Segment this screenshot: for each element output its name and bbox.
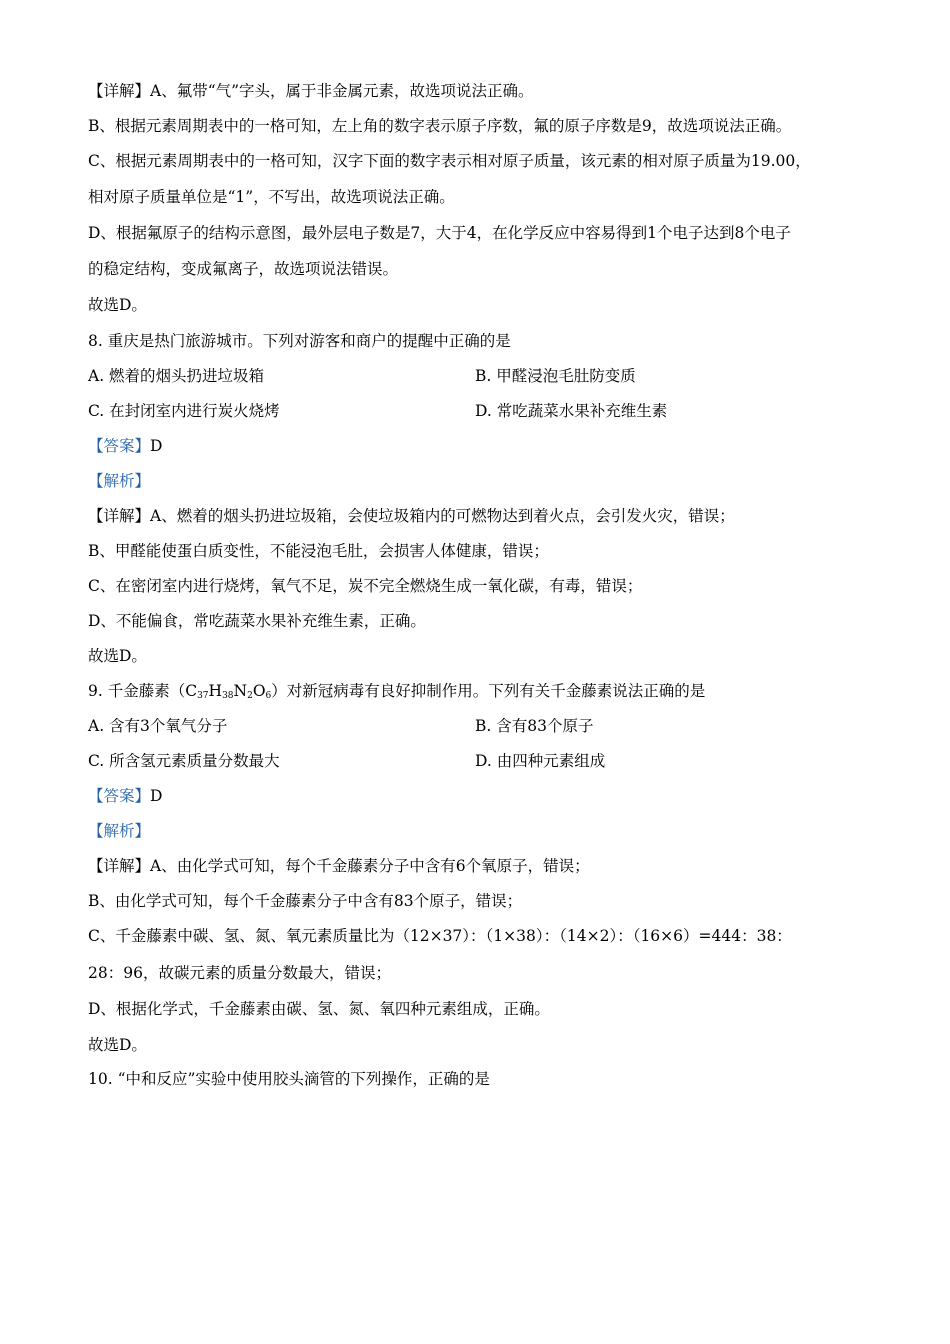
detail-line-d-cont: 的稳定结构，变成氟离子，故选项说法错误。: [88, 260, 399, 278]
detail-text: A、由化学式可知，每个千金藤素分子中含有6个氧原子，错误；: [150, 857, 590, 875]
question-8-answer: [88, 435, 890, 457]
stem-suffix: ）对新冠病毒有良好抑制作用。下列有关千金藤素说法正确的是: [271, 682, 706, 700]
question-9-option-a: A. 含有3个氧气分子: [88, 717, 228, 735]
symbol-o: O: [252, 682, 266, 700]
question-8-option-d: D. 常吃蔬菜水果补充维生素: [475, 402, 668, 420]
conclusion-line: 故选D。: [88, 296, 147, 314]
answer-tag: 【答案】: [88, 787, 151, 805]
symbol-n: N: [233, 682, 248, 700]
question-8-analysis: [88, 470, 890, 492]
question-8-option-c: C. 在封闭室内进行炭火烧烤: [88, 402, 280, 420]
question-9-detail-c-cont: 28：96，故碳元素的质量分数最大，错误；: [88, 964, 391, 982]
answer-tag: 【答案】: [88, 437, 151, 455]
question-8-detail-d: D、不能偏食，常吃蔬菜水果补充维生素，正确。: [88, 612, 426, 630]
detail-line-b: B、根据元素周期表中的一格可知，左上角的数字表示原子序数，氟的原子序数是9，故选项说法正确。: [88, 117, 792, 135]
question-8-detail-b: B、甲醛能使蛋白质变性，不能浸泡毛肚，会损害人体健康，错误；: [88, 542, 549, 560]
symbol-h: H: [208, 682, 223, 700]
detail-text: A、氟带“气”字头，属于非金属元素，故选项说法正确。: [150, 82, 534, 100]
detail-line-a: [88, 80, 890, 102]
detail-line-d: D、根据氟原子的结构示意图，最外层电子数是7，大于4，在化学反应中容易得到1个电子达到8个电子: [88, 224, 791, 242]
question-8-option-b: B. 甲醛浸泡毛肚防变质: [475, 367, 636, 385]
question-9-stem: [88, 680, 890, 702]
detail-text: A、燃着的烟头扔进垃圾箱，会使垃圾箱内的可燃物达到着火点，会引发火灾，错误；: [150, 507, 735, 525]
question-9-answer: [88, 785, 890, 807]
question-9-analysis: [88, 820, 890, 842]
detail-line-c-cont: 相对原子质量单位是“1”，不写出，故选项说法正确。: [88, 188, 455, 206]
question-8-stem: 8. 重庆是热门旅游城市。下列对游客和商户的提醒中正确的是: [88, 332, 511, 350]
detail-tag: 【详解】: [88, 82, 151, 100]
question-9-detail-a: [88, 855, 890, 877]
subscript-o: 6: [265, 691, 272, 701]
analysis-tag: 【解析】: [88, 472, 151, 490]
detail-tag: 【详解】: [88, 857, 151, 875]
question-9-option-b: B. 含有83个原子: [475, 717, 594, 735]
question-9-detail-b: B、由化学式可知，每个千金藤素分子中含有83个原子，错误；: [88, 892, 523, 910]
question-8-option-a: A. 燃着的烟头扔进垃圾箱: [88, 367, 265, 385]
answer-value: D: [150, 437, 163, 455]
question-9-detail-c: C、千金藤素中碳、氢、氮、氧元素质量比为（12×37）：（1×38）：（14×2）：（16×6）=444：38：: [88, 927, 792, 945]
subscript-n: 2: [247, 691, 253, 701]
question-8-detail-a: [88, 505, 890, 527]
stem-prefix: 9. 千金藤素（C: [88, 682, 198, 700]
question-9-detail-d: D、根据化学式，千金藤素由碳、氢、氮、氧四种元素组成，正确。: [88, 1000, 550, 1018]
subscript-h: 38: [222, 691, 234, 701]
question-9-conclusion: 故选D。: [88, 1036, 147, 1054]
answer-value: D: [150, 787, 163, 805]
question-9-option-d: D. 由四种元素组成: [475, 752, 606, 770]
question-9-option-c: C. 所含氢元素质量分数最大: [88, 752, 280, 770]
question-8-conclusion: 故选D。: [88, 647, 147, 665]
analysis-tag: 【解析】: [88, 822, 151, 840]
question-10-stem: 10. “中和反应”实验中使用胶头滴管的下列操作，正确的是: [88, 1070, 490, 1088]
detail-tag: 【详解】: [88, 507, 151, 525]
detail-line-c: C、根据元素周期表中的一格可知，汉字下面的数字表示相对原子质量，该元素的相对原子质量为19.00，: [88, 152, 811, 170]
subscript-c: 37: [197, 691, 209, 701]
question-8-detail-c: C、在密闭室内进行烧烤，氧气不足，炭不完全燃烧生成一氧化碳，有毒，错误；: [88, 577, 643, 595]
